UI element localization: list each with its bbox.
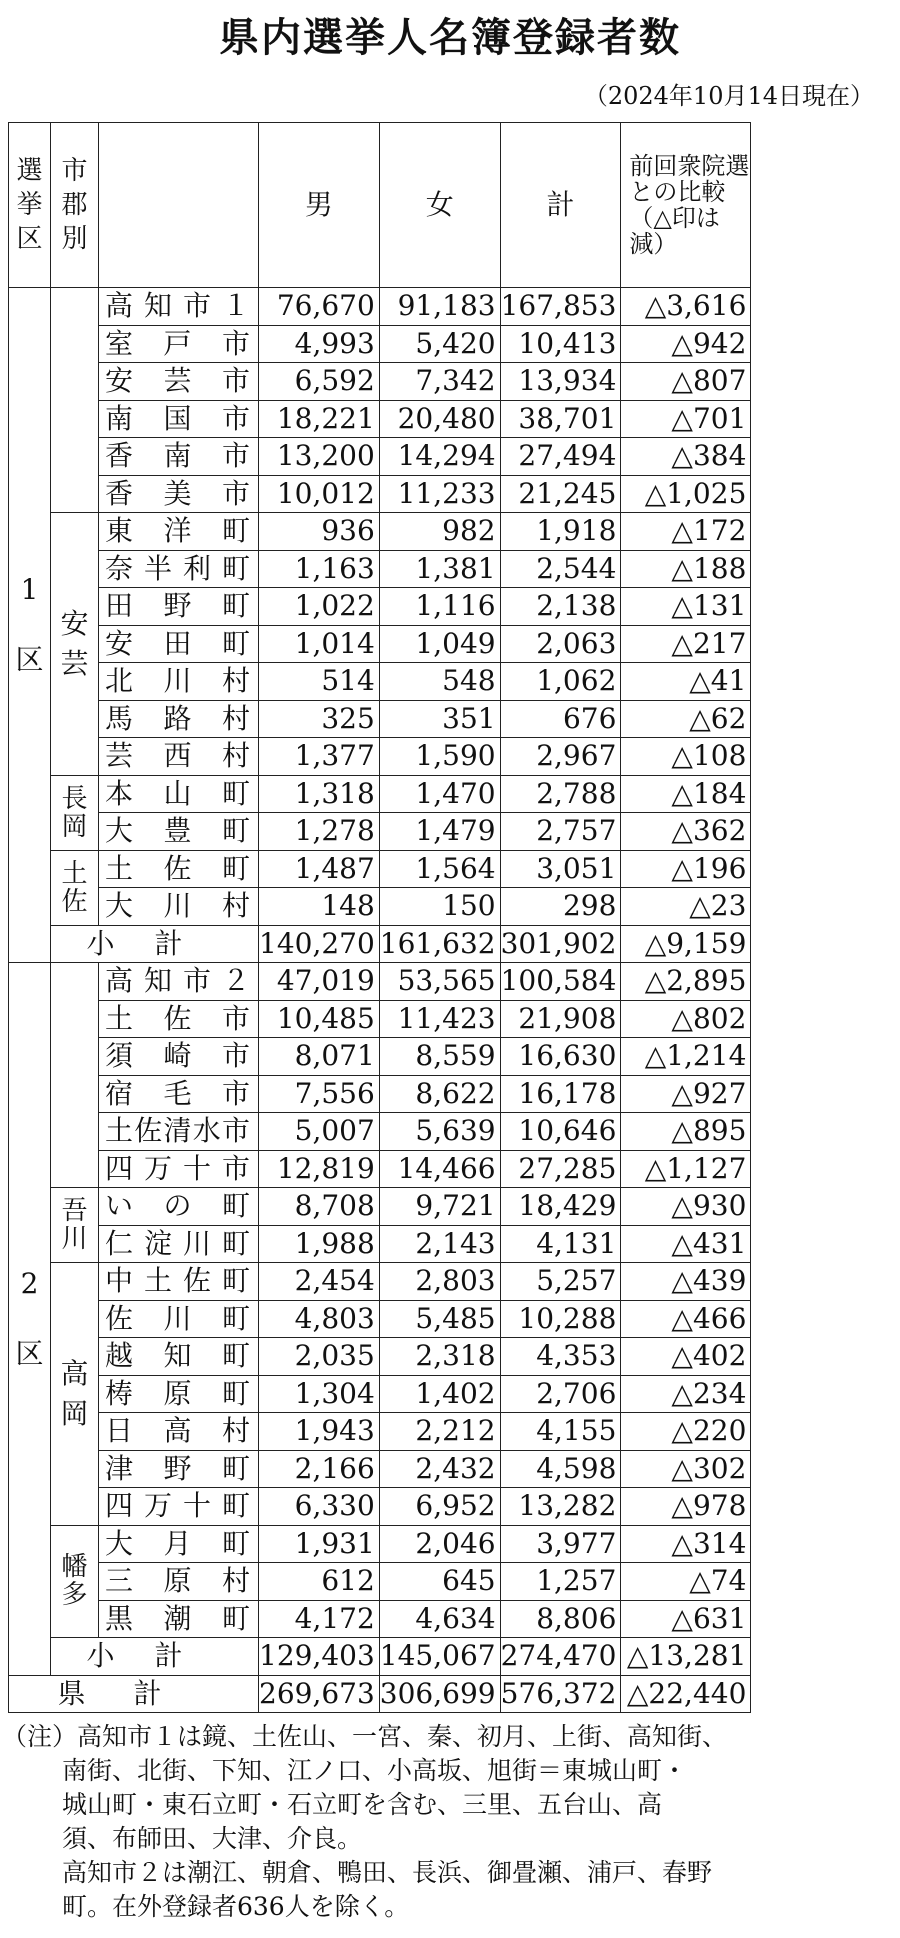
- table-row: [9, 1525, 751, 1563]
- male-count: 7,556: [259, 1075, 380, 1113]
- male-count: 129,403: [259, 1638, 380, 1676]
- header-row: [9, 123, 751, 288]
- table-row: [9, 850, 751, 888]
- change-value: △74: [621, 1563, 751, 1601]
- table-row: [9, 1075, 751, 1113]
- male-count: 1,931: [259, 1525, 380, 1563]
- change-value: △220: [621, 1413, 751, 1451]
- female-count: 2,212: [379, 1413, 500, 1451]
- female-count: 1,564: [379, 850, 500, 888]
- total-count: 27,285: [500, 1150, 621, 1188]
- male-count: 1,377: [259, 738, 380, 776]
- total-count: 100,584: [500, 963, 621, 1001]
- table-row: [9, 663, 751, 701]
- table-row: [9, 813, 751, 851]
- change-value: △402: [621, 1338, 751, 1376]
- female-count: 1,479: [379, 813, 500, 851]
- header-compare: 前回衆院選との比較（△印は減）: [621, 123, 751, 288]
- table-row: [9, 1000, 751, 1038]
- note-line: （注）高知市１は鏡、土佐山、一宮、秦、初月、上街、高知街、: [2, 1722, 728, 1751]
- note-line: 城山町・東石立町・石立町を含む、三里、五台山、高: [62, 1790, 663, 1819]
- municipality-name: 芸西村: [99, 738, 259, 776]
- change-value: △131: [621, 588, 751, 626]
- total-count: 38,701: [500, 400, 621, 438]
- female-count: 7,342: [379, 363, 500, 401]
- header-total: 計: [500, 123, 621, 288]
- table-row: [9, 1188, 751, 1226]
- total-count: 676: [500, 700, 621, 738]
- municipality-name: 大豊町: [99, 813, 259, 851]
- table-row: [9, 775, 751, 813]
- male-count: 1,988: [259, 1225, 380, 1263]
- female-count: 548: [379, 663, 500, 701]
- municipality-name: 田野町: [99, 588, 259, 626]
- change-value: △184: [621, 775, 751, 813]
- female-count: 161,632: [379, 925, 500, 963]
- female-count: 1,402: [379, 1375, 500, 1413]
- header-male: 男: [259, 123, 380, 288]
- male-count: 8,071: [259, 1038, 380, 1076]
- change-value: △362: [621, 813, 751, 851]
- change-value: △1,025: [621, 475, 751, 513]
- male-count: 10,012: [259, 475, 380, 513]
- female-count: 1,470: [379, 775, 500, 813]
- table-row: [9, 1150, 751, 1188]
- female-count: 645: [379, 1563, 500, 1601]
- total-count: 5,257: [500, 1263, 621, 1301]
- male-count: 1,487: [259, 850, 380, 888]
- male-count: 936: [259, 513, 380, 551]
- total-count: 274,470: [500, 1638, 621, 1676]
- municipality-name: 黒潮町: [99, 1600, 259, 1638]
- total-count: 10,413: [500, 325, 621, 363]
- county-label: 長岡: [51, 775, 99, 850]
- municipality-name: 須崎市: [99, 1038, 259, 1076]
- female-count: 14,294: [379, 438, 500, 476]
- total-count: 16,630: [500, 1038, 621, 1076]
- female-count: 5,420: [379, 325, 500, 363]
- total-count: 4,598: [500, 1450, 621, 1488]
- change-value: △3,616: [621, 288, 751, 326]
- as-of-date: （2024年10月14日現在）: [583, 82, 874, 110]
- change-value: △439: [621, 1263, 751, 1301]
- change-value: △217: [621, 625, 751, 663]
- female-count: 150: [379, 888, 500, 926]
- change-value: △23: [621, 888, 751, 926]
- female-count: 145,067: [379, 1638, 500, 1676]
- total-count: 2,063: [500, 625, 621, 663]
- municipality-name: 安芸市: [99, 363, 259, 401]
- female-count: 11,233: [379, 475, 500, 513]
- municipality-name: 三原村: [99, 1563, 259, 1601]
- change-value: △807: [621, 363, 751, 401]
- total-count: 2,138: [500, 588, 621, 626]
- municipality-name: 土佐市: [99, 1000, 259, 1038]
- table-row: [9, 1300, 751, 1338]
- change-value: △41: [621, 663, 751, 701]
- total-count: 298: [500, 888, 621, 926]
- municipality-name: 北川村: [99, 663, 259, 701]
- change-value: △895: [621, 1113, 751, 1151]
- municipality-name: 香美市: [99, 475, 259, 513]
- total-count: 4,353: [500, 1338, 621, 1376]
- municipality-name: 東洋町: [99, 513, 259, 551]
- female-count: 2,143: [379, 1225, 500, 1263]
- table-row: [9, 288, 751, 326]
- change-value: △1,214: [621, 1038, 751, 1076]
- female-count: 53,565: [379, 963, 500, 1001]
- change-value: △942: [621, 325, 751, 363]
- subtotal-row: [9, 1638, 751, 1676]
- municipality-name: 安田町: [99, 625, 259, 663]
- total-count: 3,051: [500, 850, 621, 888]
- total-count: 2,788: [500, 775, 621, 813]
- table-row: [9, 513, 751, 551]
- header-female: 女: [379, 123, 500, 288]
- total-count: 1,062: [500, 663, 621, 701]
- table-row: [9, 1450, 751, 1488]
- table-row: [9, 888, 751, 926]
- municipality-name: 中土佐町: [99, 1263, 259, 1301]
- male-count: 47,019: [259, 963, 380, 1001]
- table-row: [9, 1113, 751, 1151]
- table-row: [9, 1413, 751, 1451]
- male-count: 18,221: [259, 400, 380, 438]
- male-count: 4,172: [259, 1600, 380, 1638]
- change-value: △978: [621, 1488, 751, 1526]
- total-count: 2,967: [500, 738, 621, 776]
- subtotal-label: 小計: [51, 1638, 259, 1676]
- total-count: 21,245: [500, 475, 621, 513]
- female-count: 306,699: [379, 1675, 500, 1713]
- male-count: 1,943: [259, 1413, 380, 1451]
- male-count: 148: [259, 888, 380, 926]
- total-count: 167,853: [500, 288, 621, 326]
- male-count: 5,007: [259, 1113, 380, 1151]
- change-value: △930: [621, 1188, 751, 1226]
- header-district: 選挙区: [9, 123, 51, 288]
- note-line: 高知市２は潮江、朝倉、鴨田、長浜、御畳瀬、浦戸、春野: [62, 1858, 713, 1887]
- municipality-name: 本山町: [99, 775, 259, 813]
- table-row: [9, 1375, 751, 1413]
- change-value: △701: [621, 400, 751, 438]
- table-row: [9, 475, 751, 513]
- municipality-name: 土佐清水市: [99, 1113, 259, 1151]
- total-count: 301,902: [500, 925, 621, 963]
- male-count: 1,163: [259, 550, 380, 588]
- municipality-name: 奈半利町: [99, 550, 259, 588]
- female-count: 8,622: [379, 1075, 500, 1113]
- district-label: 2 区: [9, 963, 51, 1676]
- municipality-name: 馬路村: [99, 700, 259, 738]
- table-row: [9, 1600, 751, 1638]
- male-count: 140,270: [259, 925, 380, 963]
- municipality-name: 日高村: [99, 1413, 259, 1451]
- female-count: 1,381: [379, 550, 500, 588]
- total-count: 1,257: [500, 1563, 621, 1601]
- female-count: 982: [379, 513, 500, 551]
- male-count: 10,485: [259, 1000, 380, 1038]
- male-count: 1,278: [259, 813, 380, 851]
- male-count: 1,304: [259, 1375, 380, 1413]
- table-row: [9, 1563, 751, 1601]
- change-value: △234: [621, 1375, 751, 1413]
- male-count: 1,014: [259, 625, 380, 663]
- male-count: 4,993: [259, 325, 380, 363]
- total-count: 2,706: [500, 1375, 621, 1413]
- change-value: △1,127: [621, 1150, 751, 1188]
- female-count: 2,318: [379, 1338, 500, 1376]
- female-count: 2,803: [379, 1263, 500, 1301]
- total-count: 10,646: [500, 1113, 621, 1151]
- table-row: [9, 700, 751, 738]
- male-count: 325: [259, 700, 380, 738]
- total-count: 4,155: [500, 1413, 621, 1451]
- municipality-name: 大川村: [99, 888, 259, 926]
- table-row: [9, 1338, 751, 1376]
- change-value: △9,159: [621, 925, 751, 963]
- change-value: △927: [621, 1075, 751, 1113]
- municipality-name: 越知町: [99, 1338, 259, 1376]
- change-value: △302: [621, 1450, 751, 1488]
- table-row: [9, 325, 751, 363]
- male-count: 2,454: [259, 1263, 380, 1301]
- note-line: 南街、北街、下知、江ノ口、小高坂、旭街＝東城山町・: [62, 1756, 688, 1785]
- change-value: △62: [621, 700, 751, 738]
- male-count: 76,670: [259, 288, 380, 326]
- county-label: 幡多: [51, 1525, 99, 1638]
- male-count: 269,673: [259, 1675, 380, 1713]
- total-count: 1,918: [500, 513, 621, 551]
- female-count: 9,721: [379, 1188, 500, 1226]
- female-count: 351: [379, 700, 500, 738]
- female-count: 5,485: [379, 1300, 500, 1338]
- table-row: [9, 1263, 751, 1301]
- table-row: [9, 1225, 751, 1263]
- male-count: 6,330: [259, 1488, 380, 1526]
- male-count: 1,022: [259, 588, 380, 626]
- municipality-name: 高知市１: [99, 288, 259, 326]
- municipality-name: いの町: [99, 1188, 259, 1226]
- female-count: 4,634: [379, 1600, 500, 1638]
- change-value: △802: [621, 1000, 751, 1038]
- female-count: 91,183: [379, 288, 500, 326]
- table-row: [9, 625, 751, 663]
- change-value: △188: [621, 550, 751, 588]
- female-count: 11,423: [379, 1000, 500, 1038]
- municipality-name: 津野町: [99, 1450, 259, 1488]
- total-count: 16,178: [500, 1075, 621, 1113]
- municipality-name: 佐川町: [99, 1300, 259, 1338]
- change-value: △108: [621, 738, 751, 776]
- note-line: 須、布師田、大津、介良。: [62, 1824, 363, 1853]
- county-label: 吾川: [51, 1188, 99, 1263]
- county-blank: [51, 963, 99, 1188]
- total-count: 576,372: [500, 1675, 621, 1713]
- male-count: 514: [259, 663, 380, 701]
- female-count: 2,046: [379, 1525, 500, 1563]
- municipality-name: 高知市２: [99, 963, 259, 1001]
- total-count: 2,544: [500, 550, 621, 588]
- male-count: 2,166: [259, 1450, 380, 1488]
- female-count: 8,559: [379, 1038, 500, 1076]
- male-count: 8,708: [259, 1188, 380, 1226]
- table-row: [9, 588, 751, 626]
- change-value: △172: [621, 513, 751, 551]
- table-row: [9, 963, 751, 1001]
- header-blank: [99, 123, 259, 288]
- county-label: 土佐: [51, 850, 99, 925]
- table-row: [9, 400, 751, 438]
- male-count: 13,200: [259, 438, 380, 476]
- county-blank: [51, 288, 99, 513]
- footnotes: [2, 1720, 892, 1924]
- table-row: [9, 363, 751, 401]
- female-count: 5,639: [379, 1113, 500, 1151]
- district-label: 1 区: [9, 288, 51, 963]
- page-title: 県内選挙人名簿登録者数: [219, 15, 681, 61]
- total-count: 4,131: [500, 1225, 621, 1263]
- male-count: 4,803: [259, 1300, 380, 1338]
- change-value: △22,440: [621, 1675, 751, 1713]
- table-row: [9, 1488, 751, 1526]
- female-count: 6,952: [379, 1488, 500, 1526]
- note-line: 町。在外登録者636人を除く。: [62, 1892, 410, 1921]
- female-count: 14,466: [379, 1150, 500, 1188]
- total-count: 8,806: [500, 1600, 621, 1638]
- prefecture-total-row: [9, 1675, 751, 1713]
- male-count: 2,035: [259, 1338, 380, 1376]
- municipality-name: 四万十市: [99, 1150, 259, 1188]
- change-value: △631: [621, 1600, 751, 1638]
- municipality-name: 四万十町: [99, 1488, 259, 1526]
- total-count: 18,429: [500, 1188, 621, 1226]
- total-count: 10,288: [500, 1300, 621, 1338]
- female-count: 2,432: [379, 1450, 500, 1488]
- municipality-name: 南国市: [99, 400, 259, 438]
- subtotal-row: [9, 925, 751, 963]
- change-value: △196: [621, 850, 751, 888]
- male-count: 612: [259, 1563, 380, 1601]
- table-row: [9, 738, 751, 776]
- municipality-name: 香南市: [99, 438, 259, 476]
- female-count: 20,480: [379, 400, 500, 438]
- change-value: △466: [621, 1300, 751, 1338]
- female-count: 1,116: [379, 588, 500, 626]
- change-value: △431: [621, 1225, 751, 1263]
- total-count: 21,908: [500, 1000, 621, 1038]
- municipality-name: 宿毛市: [99, 1075, 259, 1113]
- female-count: 1,590: [379, 738, 500, 776]
- male-count: 12,819: [259, 1150, 380, 1188]
- prefecture-total-label: 県計: [9, 1675, 259, 1713]
- municipality-name: 梼原町: [99, 1375, 259, 1413]
- municipality-name: 仁淀川町: [99, 1225, 259, 1263]
- total-count: 27,494: [500, 438, 621, 476]
- registration-table: [8, 122, 751, 1713]
- county-label: 高岡: [51, 1263, 99, 1526]
- subtotal-label: 小計: [51, 925, 259, 963]
- table-row: [9, 438, 751, 476]
- male-count: 6,592: [259, 363, 380, 401]
- female-count: 1,049: [379, 625, 500, 663]
- change-value: △13,281: [621, 1638, 751, 1676]
- municipality-name: 室戸市: [99, 325, 259, 363]
- male-count: 1,318: [259, 775, 380, 813]
- change-value: △384: [621, 438, 751, 476]
- change-value: △314: [621, 1525, 751, 1563]
- total-count: 2,757: [500, 813, 621, 851]
- municipality-name: 土佐町: [99, 850, 259, 888]
- table-row: [9, 550, 751, 588]
- table-row: [9, 1038, 751, 1076]
- total-count: 13,282: [500, 1488, 621, 1526]
- total-count: 3,977: [500, 1525, 621, 1563]
- header-county: 市郡別: [51, 123, 99, 288]
- county-label: 安芸: [51, 513, 99, 776]
- municipality-name: 大月町: [99, 1525, 259, 1563]
- change-value: △2,895: [621, 963, 751, 1001]
- total-count: 13,934: [500, 363, 621, 401]
